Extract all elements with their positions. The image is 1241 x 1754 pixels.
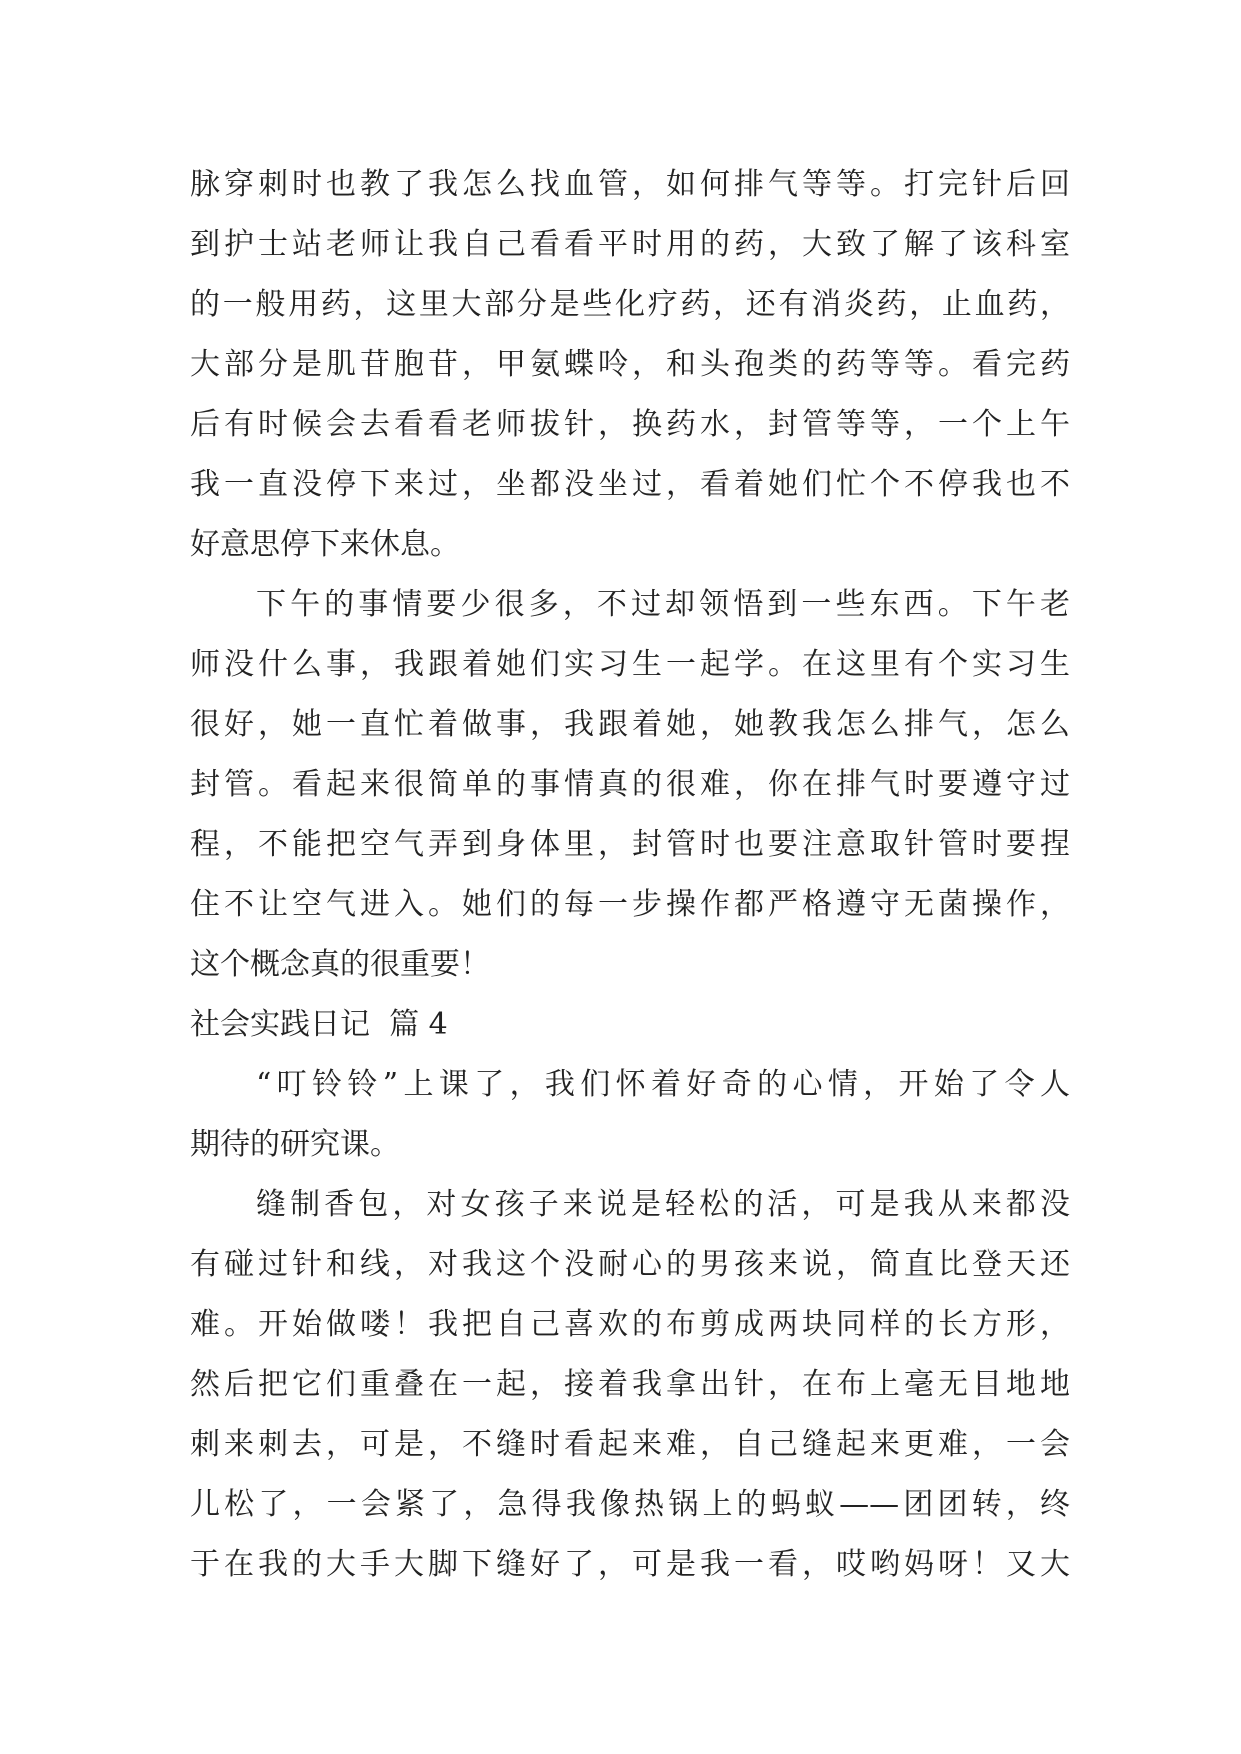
text-line: 有碰过针和线，对我这个没耐心的男孩来说，简直比登天还 — [190, 1247, 1070, 1282]
text-line: 的一般用药，这里大部分是些化疗药，还有消炎药，止血药， — [190, 287, 1070, 322]
text-line: 大部分是肌苷胞苷，甲氨蝶呤，和头孢类的药等等。看完药 — [190, 347, 1070, 382]
text-line: 儿松了，一会紧了，急得我像热锅上的蚂蚁——团团转，终 — [190, 1487, 1070, 1522]
text-line: 程，不能把空气弄到身体里，封管时也要注意取针管时要捏 — [190, 827, 1070, 862]
text-line: 期待的研究课。 — [190, 1127, 400, 1162]
text-line: “叮铃铃”上课了，我们怀着好奇的心情，开始了令人 — [256, 1067, 1070, 1102]
paragraph — [190, 1175, 1070, 1595]
text-line: 这个概念真的很重要！ — [190, 947, 490, 982]
text-line: 很好，她一直忙着做事，我跟着她，她教我怎么排气，怎么 — [190, 707, 1070, 742]
text-line: 脉穿刺时也教了我怎么找血管，如何排气等等。打完针后回 — [190, 167, 1070, 202]
text-line: 难。开始做喽！我把自己喜欢的布剪成两块同样的长方形， — [190, 1307, 1070, 1342]
text-line: 后有时候会去看看老师拔针，换药水，封管等等，一个上午 — [190, 407, 1070, 442]
document-body — [190, 155, 1070, 1595]
paragraph — [190, 155, 1070, 575]
text-line: 住不让空气进入。她们的每一步操作都严格遵守无菌操作， — [190, 887, 1070, 922]
text-line: 师没什么事，我跟着她们实习生一起学。在这里有个实习生 — [190, 647, 1070, 682]
text-line: 然后把它们重叠在一起，接着我拿出针，在布上毫无目地地 — [190, 1367, 1070, 1402]
section-heading: 社会实践日记 篇 4 — [190, 1007, 448, 1042]
paragraph — [190, 1055, 1070, 1175]
paragraph — [190, 575, 1070, 995]
text-line: 到护士站老师让我自己看看平时用的药，大致了解了该科室 — [190, 227, 1070, 262]
text-line: 好意思停下来休息。 — [190, 527, 460, 562]
text-line: 于在我的大手大脚下缝好了，可是我一看，哎哟妈呀！又大 — [190, 1547, 1070, 1582]
text-line: 刺来刺去，可是，不缝时看起来难，自己缝起来更难，一会 — [190, 1427, 1070, 1462]
text-line: 封管。看起来很简单的事情真的很难，你在排气时要遵守过 — [190, 767, 1070, 802]
text-line: 下午的事情要少很多，不过却领悟到一些东西。下午老 — [256, 587, 1070, 622]
text-line: 我一直没停下来过，坐都没坐过，看着她们忙个不停我也不 — [190, 467, 1070, 502]
text-line: 缝制香包，对女孩子来说是轻松的活，可是我从来都没 — [256, 1187, 1070, 1222]
